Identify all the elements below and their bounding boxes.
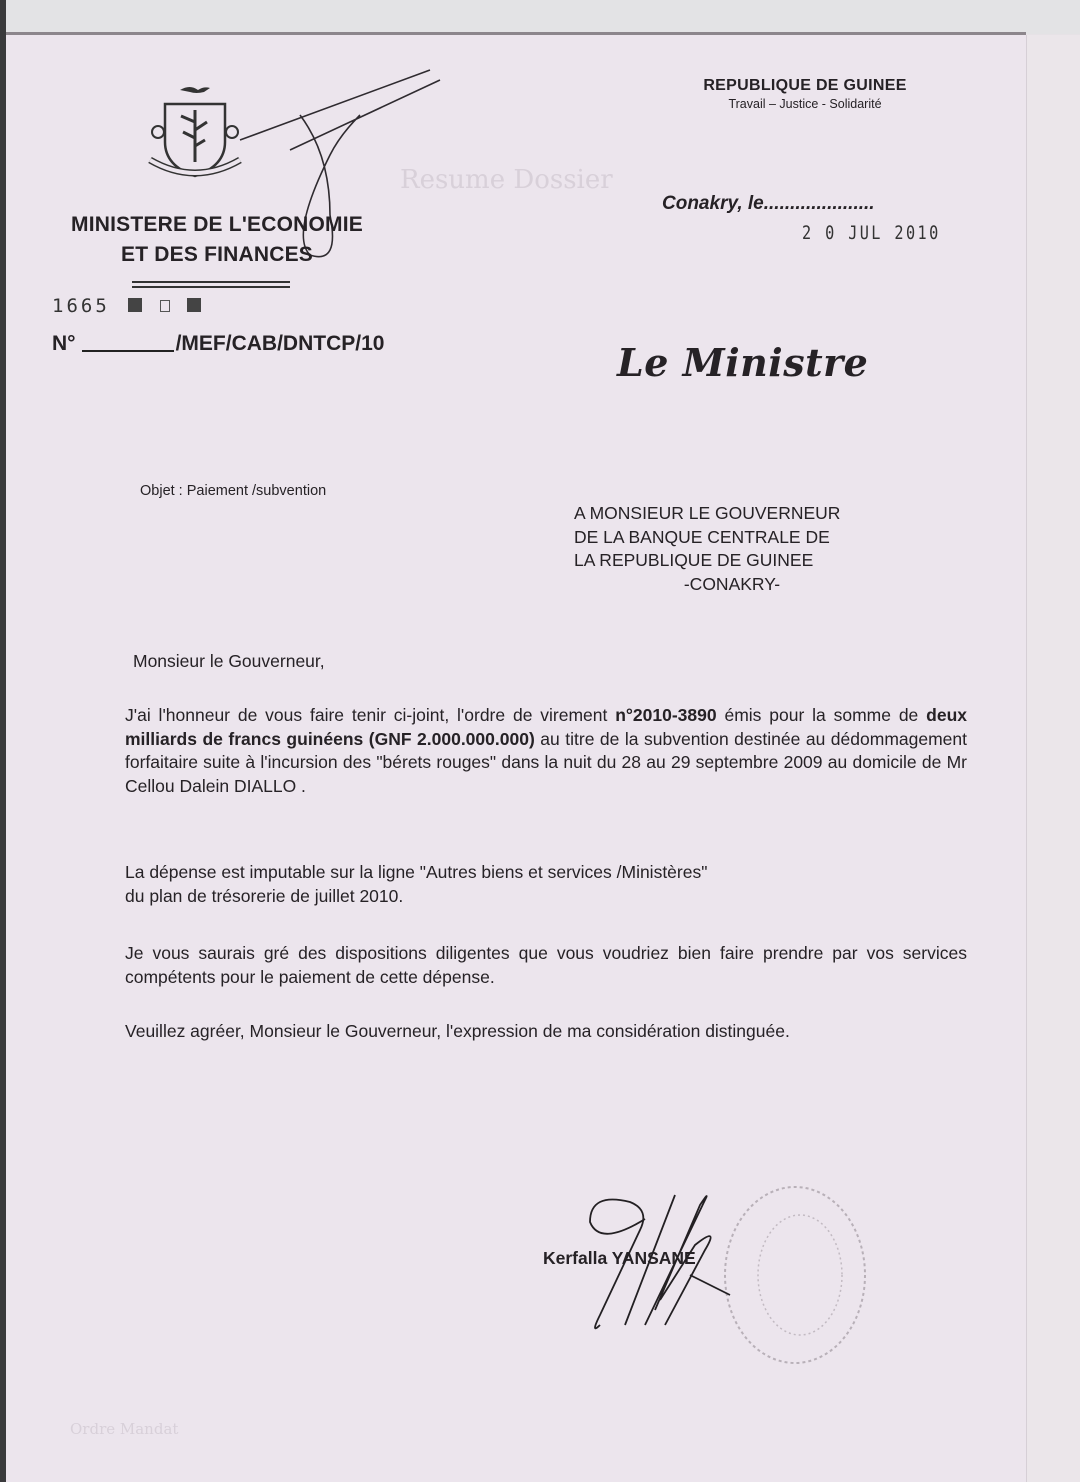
paragraph-text: J'ai l'honneur de vous faire tenir ci-joint, l'ordre de virement (125, 705, 616, 725)
addressee-line-1: A MONSIEUR LE GOUVERNEUR (574, 503, 841, 523)
paragraph-closing: Veuillez agréer, Monsieur le Gouverneur, l'expression de ma considération distinguée. (125, 1021, 790, 1041)
divider (132, 286, 290, 288)
national-motto: Travail – Justice - Solidarité (728, 97, 882, 111)
reference-suffix: /MEF/CAB/DNTCP/10 (175, 332, 385, 355)
paragraph-text: au titre de la subvention destinée au dédommagement forfaitaire suite à l'incursion des "bérets rouges" dans la nuit du 28 au 29 septembre 2009 au domicile de Mr Cellou Dalein DIALLO . (125, 728, 967, 796)
addressee-line-4: -CONAKRY- (683, 573, 781, 594)
ministry-name (46, 210, 388, 270)
salutation: Monsieur le Gouverneur, (133, 651, 325, 671)
stamp-glyph (187, 298, 201, 312)
stamp-glyph (128, 298, 142, 312)
handwritten-signature (580, 1190, 760, 1340)
stamp-glyph (160, 300, 170, 312)
addressee-line-3: LA REPUBLIQUE DE GUINEE (574, 550, 814, 570)
registration-stamp (52, 295, 201, 317)
paragraph-request: Je vous saurais gré des dispositions diligentes que vous voudriez bien faire prendre par vos services compétents pour le paiement de cette dépense. (125, 943, 967, 987)
paragraph-text: émis pour la somme de (716, 705, 927, 725)
bleed-through-text: Resume Dossier (400, 165, 613, 195)
reference-blank (82, 332, 174, 352)
reference-number (52, 332, 384, 356)
amount: deux milliards de francs guinéens (GNF 2.000.000.000) (125, 705, 967, 749)
divider (132, 281, 290, 283)
republic-header (680, 77, 930, 111)
registration-number: 1665 (52, 295, 110, 317)
addressee-line-2: DE LA BANQUE CENTRALE DE (574, 526, 830, 547)
ministry-line-1: MINISTERE DE L'ECONOMIE (71, 213, 363, 236)
paragraph-imputation (125, 861, 967, 908)
bleed-through-text: Ordre Mandat (70, 1420, 179, 1438)
scan-background (0, 0, 1080, 34)
ministry-line-2: ET DES FINANCES (120, 243, 314, 266)
addressee-block (574, 502, 904, 596)
subject-line: Objet : Paiement /subvention (140, 483, 327, 499)
author-title: Le Ministre (617, 340, 869, 385)
transfer-number: n°2010-3890 (615, 705, 717, 725)
country-name: REPUBLIQUE DE GUINEE (703, 77, 907, 94)
page-right-margin (1026, 35, 1080, 1482)
reference-prefix: N° (52, 332, 76, 355)
place-date-line: Conakry, le..................... (662, 193, 875, 214)
paragraph-text: La dépense est imputable sur la ligne "Autres biens et services /Ministères" (125, 862, 708, 882)
paragraph-text: du plan de trésorerie de juillet 2010. (125, 885, 404, 906)
signatory-name: Kerfalla YANSANE (543, 1248, 696, 1268)
scan-left-edge (0, 0, 6, 1482)
date-stamp: 2 0 JUL 2010 (802, 222, 941, 244)
paragraph-transfer (125, 704, 967, 798)
